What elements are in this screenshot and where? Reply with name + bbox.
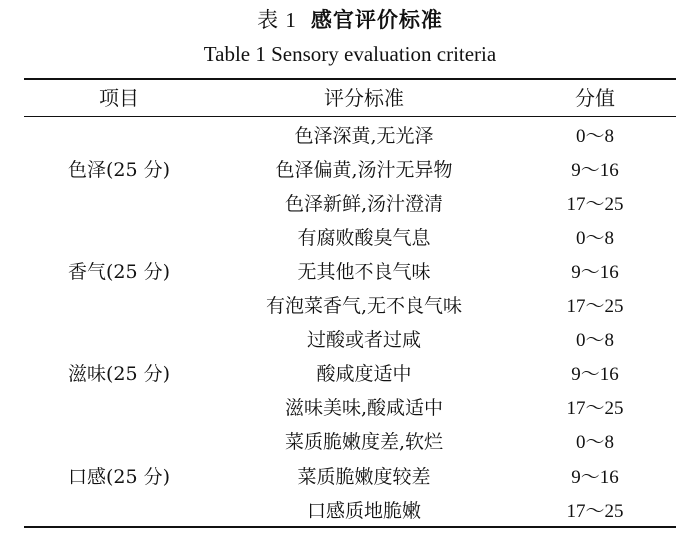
table-number: 表 1 — [257, 8, 297, 32]
group-label: 滋味(25 分) — [67, 363, 171, 386]
criteria-cell: 有泡菜香气,无不良气味 — [265, 295, 463, 318]
score-cell: 17～25 — [566, 193, 624, 215]
table-row — [214, 424, 676, 458]
table-row — [214, 322, 676, 356]
criteria-cell: 口感质地脆嫩 — [306, 499, 421, 522]
score-cell: 9～16 — [571, 364, 619, 386]
table-title-cn — [0, 8, 700, 32]
criteria-cell: 酸咸度适中 — [316, 363, 412, 386]
score-cell: 9～16 — [571, 261, 619, 283]
table-title-en: Table 1 Sensory evaluation criteria — [203, 42, 497, 66]
table-row — [214, 458, 676, 492]
score-cell: 0～8 — [575, 227, 614, 249]
table-row — [214, 390, 676, 424]
score-cell: 17～25 — [566, 296, 624, 318]
score-cell: 0～8 — [575, 330, 614, 352]
score-cell: 0～8 — [575, 432, 614, 454]
table-row — [214, 356, 676, 390]
criteria-cell: 无其他不良气味 — [297, 260, 431, 283]
criteria-cell: 过酸或者过咸 — [306, 329, 421, 352]
score-cell: 9～16 — [571, 466, 619, 488]
criteria-cell: 色泽深黄,无光泽 — [294, 124, 434, 147]
table-row — [214, 288, 676, 322]
table-row — [214, 492, 676, 526]
group-label: 香气(25 分) — [67, 260, 171, 283]
table-row — [214, 219, 676, 253]
criteria-cell: 滋味美味,酸咸适中 — [284, 397, 444, 420]
criteria-cell: 色泽新鲜,汤汁澄清 — [284, 192, 444, 215]
criteria-cell: 色泽偏黄,汤汁无异物 — [275, 158, 453, 181]
table-title-cn-text: 感官评价标准 — [310, 8, 443, 32]
score-cell: 17～25 — [566, 398, 624, 420]
criteria-cell: 菜质脆嫩度差,软烂 — [284, 431, 444, 454]
criteria-cell: 有腐败酸臭气息 — [297, 226, 431, 249]
score-cell: 0～8 — [575, 125, 614, 147]
header-score: 分值 — [575, 86, 615, 110]
group-label: 口感(25 分) — [67, 465, 171, 488]
table-row — [214, 151, 676, 185]
score-cell: 17～25 — [566, 500, 624, 522]
group-label: 色泽(25 分) — [67, 158, 171, 181]
table-row — [214, 117, 676, 151]
table-row — [214, 253, 676, 287]
header-item: 项目 — [99, 86, 139, 110]
score-cell: 9～16 — [571, 159, 619, 181]
header-criteria: 评分标准 — [324, 86, 404, 110]
table-row — [214, 185, 676, 219]
bottom-rule — [24, 526, 676, 528]
criteria-cell: 菜质脆嫩度较差 — [297, 465, 431, 488]
